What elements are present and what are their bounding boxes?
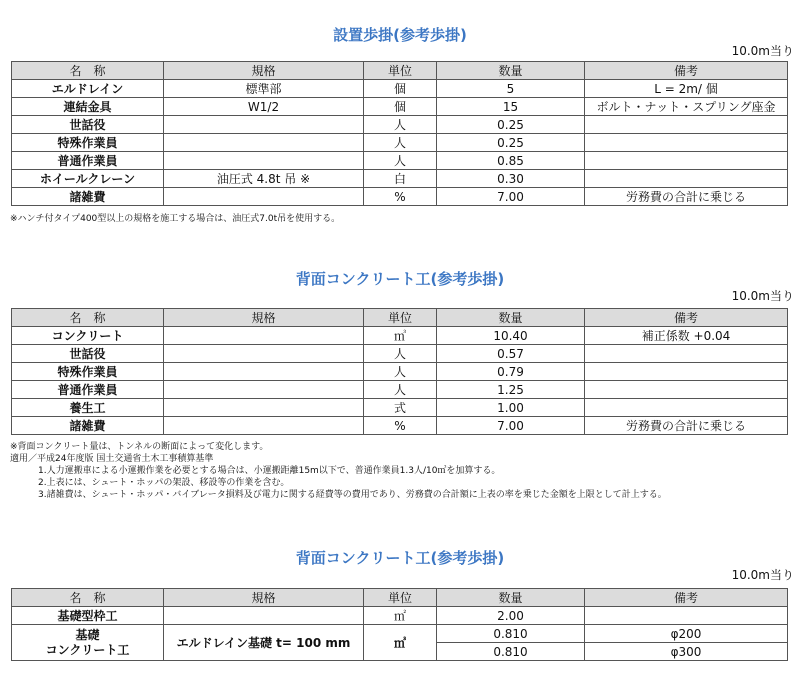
installation-table [11,61,788,206]
cell-name [12,625,164,661]
cell-remarks: φ300 [585,643,788,661]
cell-unit: ㎥ [364,625,437,661]
cell-unit: ㎡ [364,607,437,625]
cell-unit: 人 [364,363,437,381]
cell-remarks: 補正係数 +0.04 [585,327,788,345]
cell-spec [164,116,364,134]
section-title: 設置歩掛(参考歩掛) [333,26,467,44]
note-item-2: 2.上表には、シュート・ホッパの架設、移設等の作業を含む。 [38,478,290,488]
table-row [12,399,788,417]
table-row [12,170,788,188]
cell-name: 諸雑費 [12,417,164,435]
cell-unit: % [364,417,437,435]
header-quantity: 数量 [437,589,585,607]
cell-quantity: 0.57 [437,345,585,363]
header-name: 名 称 [12,62,164,80]
footnote: ※背面コンクリート量は、トンネルの断面によって変化します。 [10,442,269,452]
cell-remarks [585,170,788,188]
cell-spec [164,188,364,206]
header-name: 名 称 [12,589,164,607]
table-row [12,98,788,116]
cell-unit: 人 [364,345,437,363]
cell-unit: 人 [364,381,437,399]
cell-unit: 式 [364,399,437,417]
header-remarks: 備考 [585,589,788,607]
cell-remarks: 労務費の合計に乗じる [585,188,788,206]
cell-spec [164,417,364,435]
cell-remarks: 労務費の合計に乗じる [585,417,788,435]
foundation-table [11,588,788,661]
table-header-row [12,62,788,80]
cell-unit: 人 [364,116,437,134]
back-concrete-table [11,308,788,435]
section-title: 背面コンクリート工(参考歩掛) [295,270,505,288]
cell-spec [164,134,364,152]
cell-remarks: ボルト・ナット・スプリング座金 [585,98,788,116]
cell-remarks [585,363,788,381]
cell-spec [164,607,364,625]
cell-quantity: 5 [437,80,585,98]
cell-name: 特殊作業員 [12,363,164,381]
unit-note: 10.0m当り [731,44,794,58]
cell-remarks [585,152,788,170]
cell-quantity: 2.00 [437,607,585,625]
header-quantity: 数量 [437,309,585,327]
table-row [12,381,788,399]
section-title: 背面コンクリート工(参考歩掛) [295,549,505,567]
cell-name: 諸雑費 [12,188,164,206]
cell-name: コンクリート [12,327,164,345]
cell-unit: 人 [364,152,437,170]
table-row [12,625,788,643]
note-item-1: 1.人力運搬車による小運搬作業を必要とする場合は、小運搬距離15m以下で、普通作業員1.3人/10㎥を加算する。 [38,466,501,476]
header-spec: 規格 [164,62,364,80]
cell-name-line2: コンクリート工 [45,642,130,657]
cell-name: 世話役 [12,116,164,134]
cell-name: 基礎型枠工 [12,607,164,625]
cell-unit: 個 [364,98,437,116]
header-name: 名 称 [12,309,164,327]
table-row [12,417,788,435]
cell-spec: 標準部 [164,80,364,98]
cell-quantity: 0.30 [437,170,585,188]
header-unit: 単位 [364,62,437,80]
cell-unit: 白 [364,170,437,188]
cell-name-line1: 基礎 [75,627,100,642]
table-row [12,134,788,152]
cell-spec [164,381,364,399]
cell-spec: W1/2 [164,98,364,116]
table-row [12,80,788,98]
cell-name: エルドレイン [12,80,164,98]
header-spec: 規格 [164,309,364,327]
cell-remarks: φ200 [585,625,788,643]
unit-note: 10.0m当り [731,568,794,582]
cell-unit: % [364,188,437,206]
cell-remarks [585,399,788,417]
header-spec: 規格 [164,589,364,607]
cell-remarks [585,381,788,399]
cell-remarks [585,607,788,625]
header-unit: 単位 [364,589,437,607]
cell-name: ホイールクレーン [12,170,164,188]
cell-spec: 油圧式 4.8t 吊 ※ [164,170,364,188]
cell-quantity: 1.00 [437,399,585,417]
cell-remarks [585,345,788,363]
header-remarks: 備考 [585,309,788,327]
table-header-row [12,589,788,607]
cell-name: 普通作業員 [12,381,164,399]
cell-quantity: 0.810 [437,643,585,661]
cell-spec [164,345,364,363]
table-row [12,345,788,363]
cell-quantity: 0.25 [437,116,585,134]
header-unit: 単位 [364,309,437,327]
table-row [12,116,788,134]
cell-quantity: 1.25 [437,381,585,399]
table-row [12,607,788,625]
cell-quantity: 0.810 [437,625,585,643]
cell-spec [164,327,364,345]
cell-spec [164,363,364,381]
cell-spec [164,152,364,170]
table-row [12,188,788,206]
table-row [12,152,788,170]
unit-note: 10.0m当り [731,289,794,303]
applicable-standard-note: 適用／平成24年度版 国土交通省土木工事積算基準 [10,454,214,464]
table-header-row [12,309,788,327]
table-row [12,363,788,381]
cell-quantity: 15 [437,98,585,116]
cell-remarks [585,134,788,152]
table-row [12,327,788,345]
cell-name: 世話役 [12,345,164,363]
cell-quantity: 0.79 [437,363,585,381]
header-quantity: 数量 [437,62,585,80]
cell-remarks: L = 2m/ 個 [585,80,788,98]
cell-name: 普通作業員 [12,152,164,170]
cell-name: 養生工 [12,399,164,417]
cell-quantity: 7.00 [437,417,585,435]
footnote: ※ハンチ付タイプ400型以上の規格を施工する場合は、油圧式7.0t吊を使用する。 [10,214,341,224]
cell-quantity: 0.25 [437,134,585,152]
note-item-3: 3.諸雑費は、シュート・ホッパ・バイブレータ損料及び電力に関する経費等の費用であり、労務費の合計額に上表の率を乗じた金額を上限として計上する。 [38,490,667,500]
cell-name: 特殊作業員 [12,134,164,152]
cell-unit: 人 [364,134,437,152]
cell-name: 連結金具 [12,98,164,116]
cell-quantity: 7.00 [437,188,585,206]
cell-unit: 個 [364,80,437,98]
cell-unit: ㎥ [364,327,437,345]
cell-quantity: 0.85 [437,152,585,170]
cell-quantity: 10.40 [437,327,585,345]
cell-remarks [585,116,788,134]
cell-spec: エルドレイン基礎 t= 100 mm [164,625,364,661]
cell-spec [164,399,364,417]
header-remarks: 備考 [585,62,788,80]
